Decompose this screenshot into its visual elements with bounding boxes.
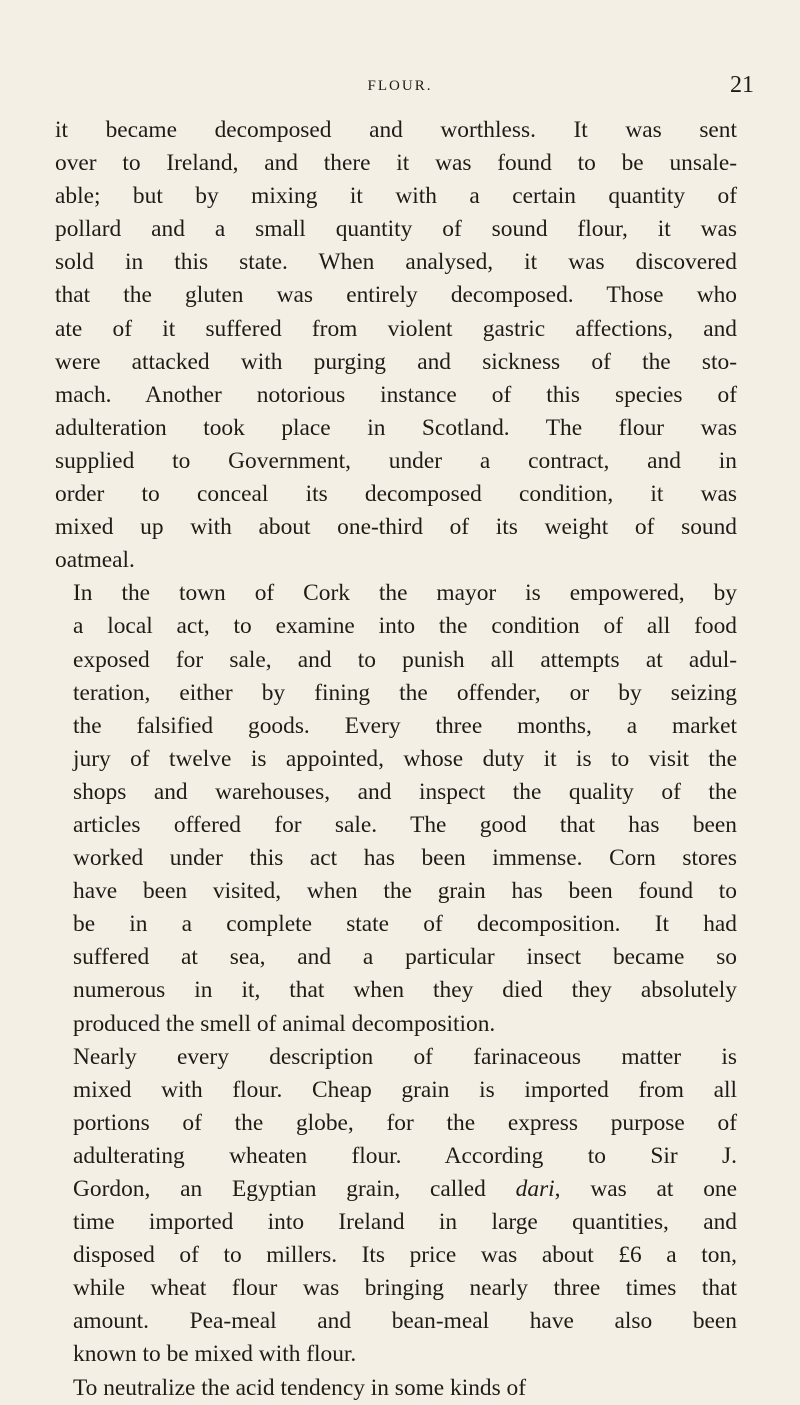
- text-line: adulterating wheaten flour. According to Sir J.: [73, 1142, 737, 1169]
- paragraph-2: [55, 577, 737, 1040]
- text-line: time imported into Ireland in large quantities, and: [73, 1209, 737, 1236]
- text-line: supplied to Government, under a contract, and in: [55, 447, 737, 474]
- text-line: known to be mixed with flour.: [73, 1341, 357, 1368]
- text-line: adulteration took place in Scotland. The flour was: [55, 414, 737, 441]
- text-line: amount. Pea-meal and bean-meal have also been: [73, 1308, 737, 1335]
- text-line: teration, either by fining the offender, or by seizing: [73, 679, 737, 706]
- running-title: FLOUR.: [367, 78, 433, 94]
- text-line: To neutralize the acid tendency in some kinds of: [73, 1374, 527, 1401]
- text-line: mixed up with about one-third of its weight of sound: [55, 514, 737, 541]
- text-line: be in a complete state of decomposition. It had: [73, 911, 737, 938]
- text-line: Nearly every description of farinaceous matter is: [73, 1043, 737, 1070]
- text-line: a local act, to examine into the condition of all food: [73, 613, 737, 640]
- text-line: that the gluten was entirely decomposed. Those who: [55, 282, 737, 309]
- text-line: jury of twelve is appointed, whose duty it is to visit the: [73, 745, 737, 772]
- text-line: mixed with flour. Cheap grain is imported from all: [73, 1076, 737, 1103]
- paragraph-3: [55, 1041, 737, 1372]
- text-line: able; but by mixing it with a certain quantity of: [55, 183, 737, 210]
- text-line: exposed for sale, and to punish all attempts at adul-: [73, 646, 737, 673]
- body-text: [55, 114, 737, 1405]
- text-line: shops and warehouses, and inspect the quality of the: [73, 778, 737, 805]
- text-line: while wheat flour was bringing nearly three times that: [73, 1275, 737, 1302]
- text-line: have been visited, when the grain has been found to: [73, 878, 737, 905]
- text-line: were attacked with purging and sickness of the sto-: [55, 348, 737, 375]
- italic-term: dari: [515, 1176, 555, 1202]
- text-line: numerous in it, that when they died they absolutely: [73, 977, 737, 1004]
- text-line: it became decomposed and worthless. It was sent: [55, 117, 737, 143]
- page-number: 21: [730, 72, 754, 98]
- text-line: produced the smell of animal decomposition.: [73, 1010, 496, 1037]
- text-line: disposed of to millers. Its price was about £6 a ton,: [73, 1242, 737, 1269]
- text-line: mach. Another notorious instance of this species of: [55, 381, 737, 408]
- text-line: ate of it suffered from violent gastric affections, and: [55, 315, 737, 342]
- text-line: Gordon, an Egyptian grain, called dari, was at one: [73, 1176, 737, 1202]
- text-line: portions of the globe, for the express purpose of: [73, 1109, 737, 1136]
- text-line: oatmeal.: [55, 547, 135, 574]
- text-line: suffered at sea, and a particular insect became so: [73, 944, 737, 971]
- text-line: order to conceal its decomposed condition, it was: [55, 481, 737, 508]
- text-line: pollard and a small quantity of sound flour, it was: [55, 216, 737, 243]
- paragraph-4: [55, 1372, 737, 1405]
- text-line: sold in this state. When analysed, it was discovered: [55, 249, 737, 276]
- text-line: over to Ireland, and there it was found to be unsale-: [55, 150, 737, 177]
- paragraph-1: [55, 114, 737, 577]
- text-line: In the town of Cork the mayor is empowered, by: [73, 580, 737, 607]
- text-line: articles offered for sale. The good that has been: [73, 811, 737, 838]
- text-line: worked under this act has been immense. Corn stores: [73, 845, 737, 872]
- text-line: the falsified goods. Every three months, a market: [73, 712, 737, 739]
